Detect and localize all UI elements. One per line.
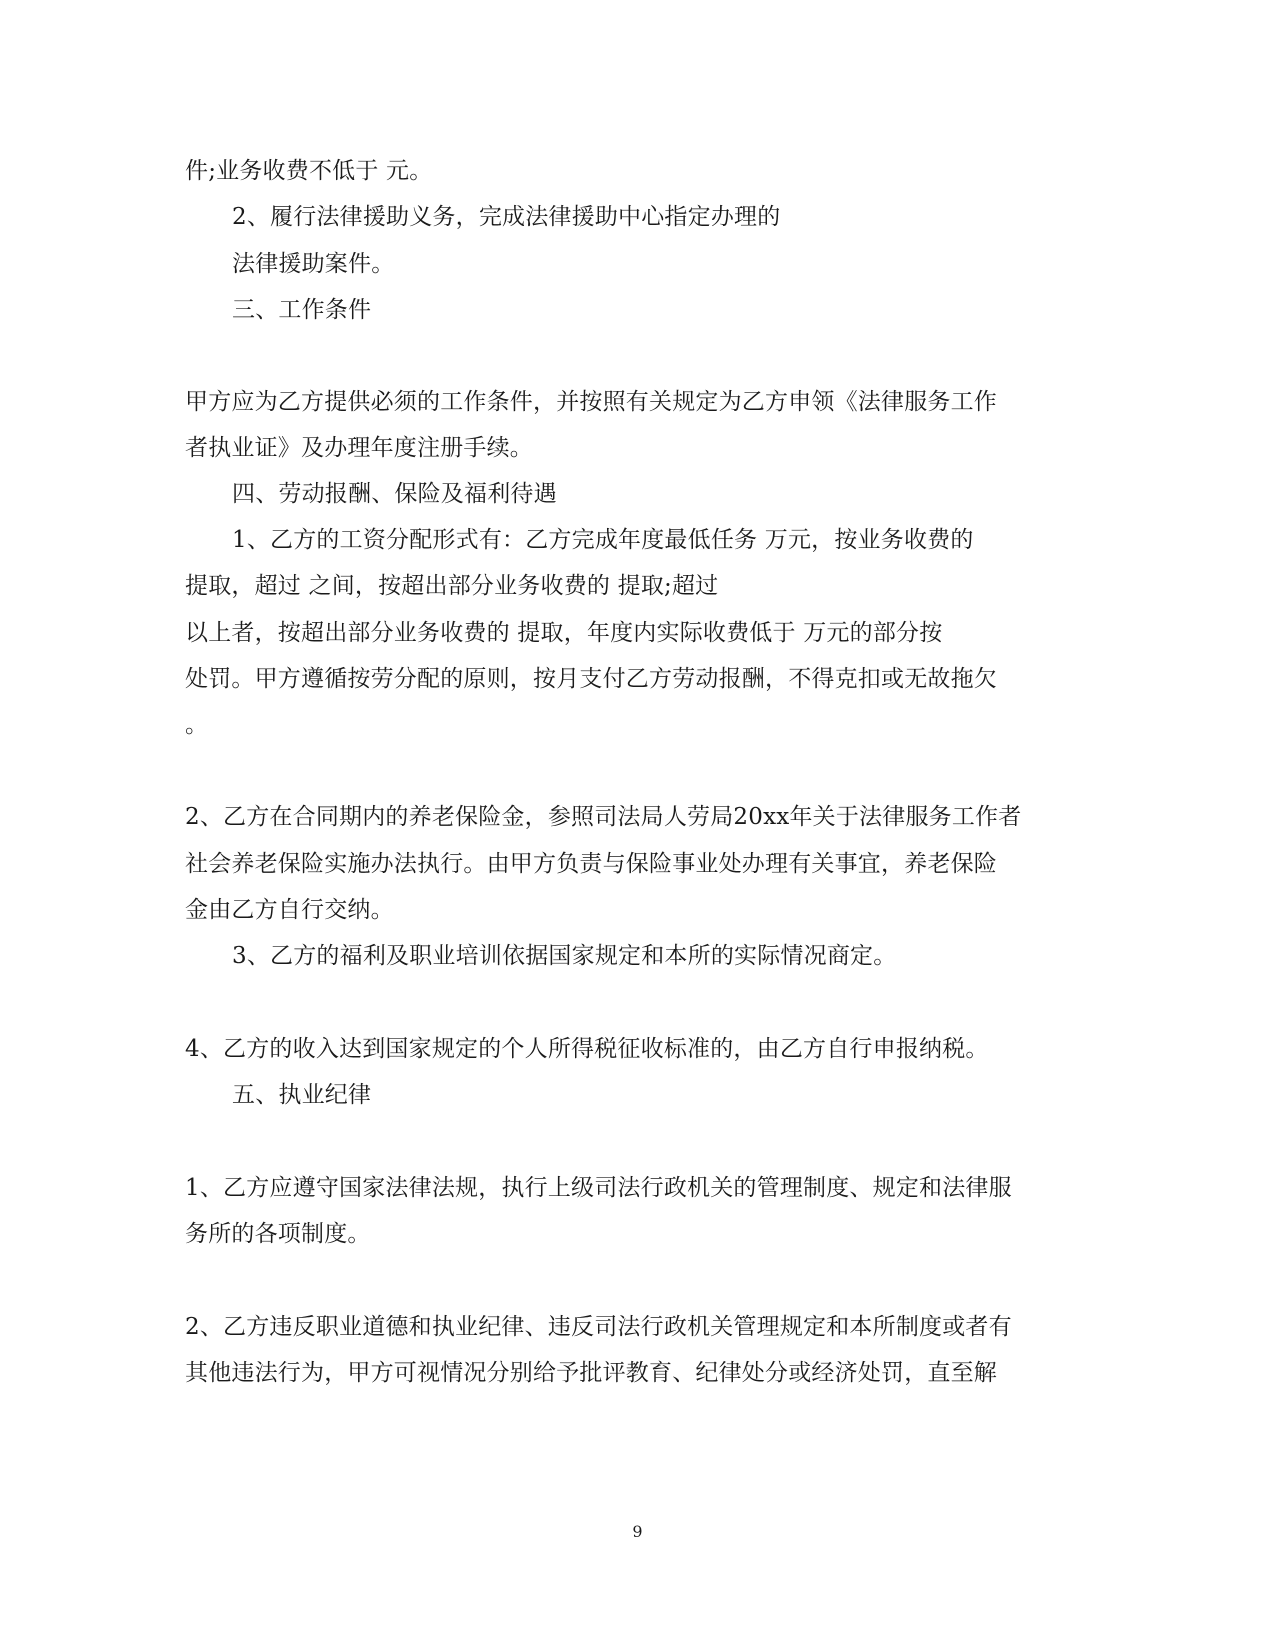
text-line: 提取，超过 之间，按超出部分业务收费的 提取;超过: [185, 573, 719, 599]
text-line: 1、乙方的工资分配形式有：乙方完成年度最低任务 万元，按业务收费的: [232, 527, 974, 553]
text-line: 甲方应为乙方提供必须的工作条件，并按照有关规定为乙方申领《法律服务工作: [185, 389, 997, 415]
text-line: 金由乙方自行交纳。: [185, 897, 394, 923]
text-line: 者执业证》及办理年度注册手续。: [185, 435, 533, 461]
text-line: 1、乙方应遵守国家法律法规，执行上级司法行政机关的管理制度、规定和法律服: [185, 1175, 1012, 1201]
text-line: 2、乙方违反职业道德和执业纪律、违反司法行政机关管理规定和本所制度或者有: [185, 1314, 1012, 1340]
text-line: 件;业务收费不低于 元。: [185, 158, 433, 184]
text-line: 以上者，按超出部分业务收费的 提取，年度内实际收费低于 万元的部分按: [185, 620, 943, 646]
text-line: 务所的各项制度。: [185, 1221, 371, 1247]
text-line: 3、乙方的福利及职业培训依据国家规定和本所的实际情况商定。: [232, 943, 897, 969]
text-line: 社会养老保险实施办法执行。由甲方负责与保险事业处办理有关事宜，养老保险: [185, 851, 997, 877]
text-line: 2、乙方在合同期内的养老保险金，参照司法局人劳局20xx年关于法律服务工作者: [185, 804, 1022, 830]
text-line: 2、履行法律援助义务，完成法律援助中心指定办理的: [232, 204, 781, 230]
section-heading: 五、执业纪律: [232, 1082, 372, 1108]
text-line: 其他违法行为，甲方可视情况分别给予批评教育、纪律处分或经济处罚，直至解: [185, 1360, 997, 1386]
section-heading: 三、工作条件: [232, 297, 372, 323]
text-line: 法律援助案件。: [232, 251, 395, 277]
section-heading: 四、劳动报酬、保险及福利待遇: [232, 481, 557, 507]
text-line: 处罚。甲方遵循按劳分配的原则，按月支付乙方劳动报酬，不得克扣或无故拖欠: [185, 666, 997, 692]
text-line: 。: [185, 712, 209, 738]
page-number: 9: [632, 1522, 643, 1541]
text-line: 4、乙方的收入达到国家规定的个人所得税征收标准的，由乙方自行申报纳税。: [185, 1036, 989, 1062]
